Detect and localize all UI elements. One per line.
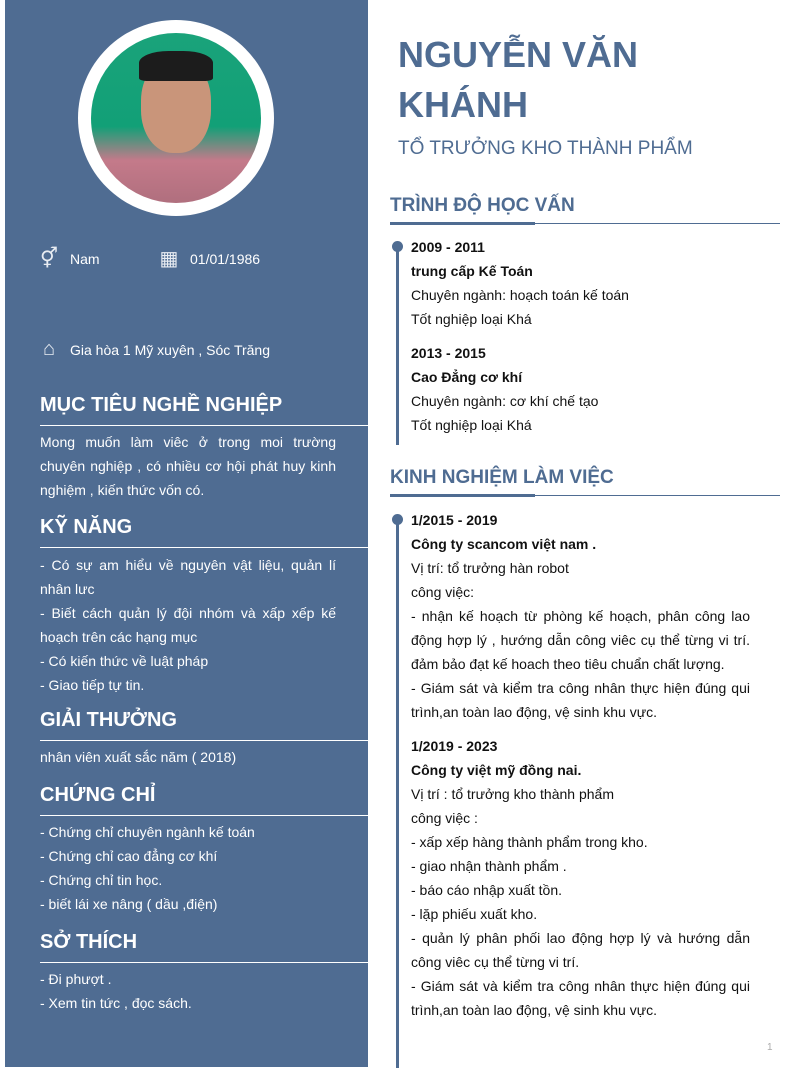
sidebar [5, 0, 368, 1067]
exp-line: - Giám sát và kiểm tra công nhân thực hiện đúng qui trình,an toàn lao động, vệ sinh khu vực. [411, 978, 750, 1018]
edu-line: Chuyên ngành: hoạch toán kế toán [411, 287, 629, 303]
exp-company: Công ty việt mỹ đồng nai. [411, 762, 582, 778]
exp-period: 1/2019 - 2023 [411, 738, 498, 754]
exp-line: - giao nhận thành phẩm . [411, 858, 567, 874]
page-number: 1 [767, 1042, 773, 1053]
home-icon: ⌂ [42, 338, 56, 360]
education-heading: TRÌNH ĐỘ HỌC VẤN [390, 195, 780, 224]
edu-period: 2009 - 2011 [411, 239, 485, 255]
award-item: nhân viên xuất sắc năm ( 2018) [40, 749, 237, 765]
hobbies-heading: SỞ THÍCH [40, 931, 368, 963]
exp-company: Công ty scancom việt nam . [411, 536, 597, 552]
exp-line: - lặp phiếu xuất kho. [411, 906, 538, 922]
objective-text: Mong muốn làm viêc ở trong moi trường chuyên nghiệp , có nhiều cơ hội phát huy kinh nghiệm , kiến thức vốn có. [40, 434, 336, 498]
timeline-dot [392, 241, 403, 252]
edu-school: trung cấp Kế Toán [411, 263, 533, 279]
edu-line: Chuyên ngành: cơ khí chế tạo [411, 393, 599, 409]
gender-info [38, 246, 100, 271]
exp-line: - Giám sát và kiểm tra công nhân thực hiện đúng qui trình,an toàn lao động, vệ sinh khu vực. [411, 680, 750, 720]
education-list [411, 235, 750, 437]
edu-line: Tốt nghiệp loại Khá [411, 417, 532, 433]
experience-list [411, 508, 750, 1022]
edu-period: 2013 - 2015 [411, 345, 486, 361]
hobby-item: - Xem tin tức , đọc sách. [40, 995, 192, 1011]
education-timeline [396, 245, 399, 445]
exp-line: Vị trí: tổ trưởng hàn robot [411, 560, 569, 576]
gender-text: Nam [70, 250, 100, 267]
exp-line: - báo cáo nhập xuất tồn. [411, 882, 562, 898]
skill-item: - Giao tiếp tự tin. [40, 677, 145, 693]
edu-school: Cao Đẳng cơ khí [411, 369, 523, 385]
exp-line: công việc : [411, 810, 478, 826]
edu-line: Tốt nghiệp loại Khá [411, 311, 532, 327]
certs-heading: CHỨNG CHỈ [40, 784, 368, 816]
dob-info [158, 246, 260, 271]
skills-heading: KỸ NĂNG [40, 516, 368, 548]
calendar-icon: ▦ [159, 248, 179, 270]
address-text: Gia hòa 1 Mỹ xuyên , Sóc Trăng [70, 341, 270, 358]
exp-line: Vị trí : tổ trưởng kho thành phẩm [411, 786, 614, 802]
skill-item: - Biết cách quản lý đội nhóm và xấp xếp kế hoạch trên các hạng mục [40, 605, 336, 645]
hobby-item: - Đi phượt . [40, 971, 112, 987]
skill-item: - Có sự am hiểu về nguyên vật liệu, quản lí nhân lưc [40, 557, 336, 597]
gender-icon: ⚥ [39, 248, 59, 270]
objective-heading: MỤC TIÊU NGHỀ NGHIỆP [40, 394, 368, 426]
experience-timeline [396, 518, 399, 1068]
exp-period: 1/2015 - 2019 [411, 512, 498, 528]
address-info [38, 338, 270, 361]
cert-item: - biết lái xe nâng ( dầu ,điện) [40, 896, 218, 912]
exp-line: - xấp xếp hàng thành phẩm trong kho. [411, 834, 648, 850]
profile-photo [78, 20, 274, 216]
certs-list [40, 820, 336, 916]
candidate-title: TỔ TRƯỞNG KHO THÀNH PHẨM [398, 138, 693, 159]
exp-line: - quản lý phân phối lao động hợp lý và hướng dẫn công viêc cụ thể từng vi trí. [411, 930, 750, 970]
exp-line: - nhận kế hoạch từ phòng kế hoạch, phân công lao động hợp lý , hướng dẫn công viêc cụ thể từng vi trí. đảm bảo đạt kế hoach theo tiêu chuẩn chất lượng. [411, 608, 750, 672]
experience-heading: KINH NGHIỆM LÀM VIỆC [390, 467, 780, 496]
skill-item: - Có kiến thức về luật pháp [40, 653, 209, 669]
hobbies-list [40, 967, 336, 1015]
cert-item: - Chứng chỉ tin học. [40, 872, 163, 888]
candidate-name: NGUYỄN VĂN KHÁNH [398, 34, 639, 125]
timeline-dot [392, 514, 403, 525]
cert-item: - Chứng chỉ chuyên ngành kế toán [40, 824, 255, 840]
dob-text: 01/01/1986 [190, 250, 261, 267]
awards-heading: GIẢI THƯỞNG [40, 709, 368, 741]
exp-line: công việc: [411, 584, 475, 600]
skills-list [40, 553, 336, 697]
cert-item: - Chứng chỉ cao đẳng cơ khí [40, 848, 218, 864]
